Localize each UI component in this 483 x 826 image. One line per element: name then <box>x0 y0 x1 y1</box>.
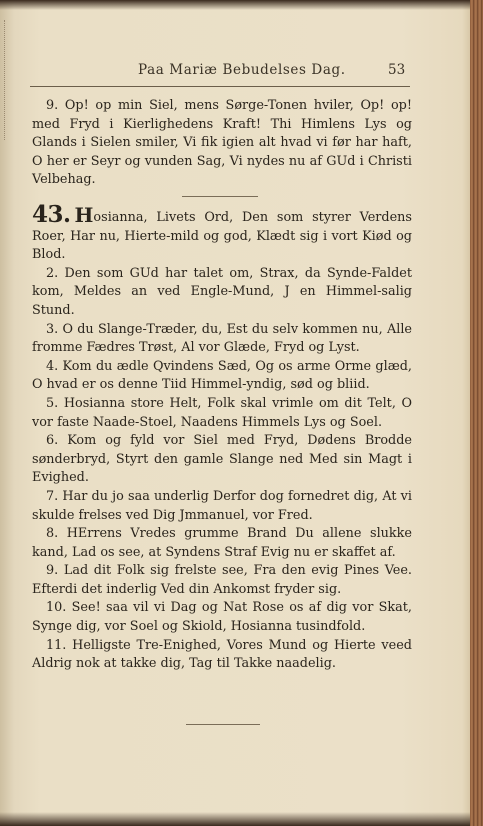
verse-1-text: osianna, Livets Ord, Den som styrer Verdens Roer, Har nu, Hierte-mild og god, Klædt sig i vort Kiød og Blod. <box>32 210 412 263</box>
bottom-shadow <box>0 812 470 826</box>
verse-1 <box>32 201 412 265</box>
verse: 3. O du Slange-Træder, du, Est du selv kommen nu, Alle fromme Fædres Trøst, Al vor Glæde, Fryd og Lyst. <box>32 321 412 356</box>
verse: 9. Lad dit Folk sig frelste see, Fra den evig Pines Vee. Efterdi det inderlig Ved din Ankomst fryder sig. <box>32 563 412 597</box>
page-number: 53 <box>388 62 406 78</box>
verse: 9. Op! op min Siel, mens Sørge-Tonen hviler, Op! op! med Fryd i Kierlighedens Kraft! Thi Himlens Lys og Glands i Sielen smiler, Vi fik igien alt hvad vi før har haft, O her er Seyr og vunden Sag, Vi nydes nu af GUd i Christi Velbehag. <box>32 98 412 188</box>
verse: 8. HErrens Vredes grumme Brand Du allene slukke kand, Lad os see, at Syndens Straf Evig nu er skaffet af. <box>32 526 412 560</box>
top-shadow <box>0 0 470 10</box>
verse: 6. Kom og fyld vor Siel med Fryd, Dødens Brodde sønderbryd, Styrt den gamle Slange ned Med sin Magt i Evighed. <box>32 433 412 486</box>
verse: 2. Den som GUd har talet om, Strax, da Synde-Faldet kom, Meldes an ved Engle-Mund, J en Himmel-salig Stund. <box>32 265 412 318</box>
previous-hymn-end <box>32 97 412 190</box>
header-rule <box>30 86 410 87</box>
page-edge <box>470 0 483 826</box>
initial-letter: H <box>74 203 94 227</box>
running-title: Paa Mariæ Bebudelses Dag. <box>138 62 346 78</box>
verse: 11. Helligste Tre-Enighed, Vores Mund og Hierte veed Aldrig nok at takke dig, Tag til Takke naadelig. <box>32 637 412 672</box>
verse: 7. Har du jo saa underlig Derfor dog fornedret dig, At vi skulde frelses ved Dig Jmmanuel, vor Fred. <box>32 488 412 523</box>
hymn-number: 43. <box>32 201 71 228</box>
hymn-43 <box>32 201 412 674</box>
section-divider <box>182 196 258 197</box>
binding-stitch-marks <box>4 20 15 140</box>
end-divider <box>186 724 260 725</box>
verse: 10. See! saa vil vi Dag og Nat Rose os af dig vor Skat, Synge dig, vor Soel og Skiold, Hosianna tusindfold. <box>32 600 412 635</box>
verse: 5. Hosianna store Helt, Folk skal vrimle om dit Telt, O vor faste Naade-Stoel, Naadens Himmels Lys og Soel. <box>32 395 412 430</box>
verse: 4. Kom du ædle Qvindens Sæd, Og os arme Orme glæd, O hvad er os denne Tiid Himmel-yndig, sød og bliid. <box>32 358 412 393</box>
